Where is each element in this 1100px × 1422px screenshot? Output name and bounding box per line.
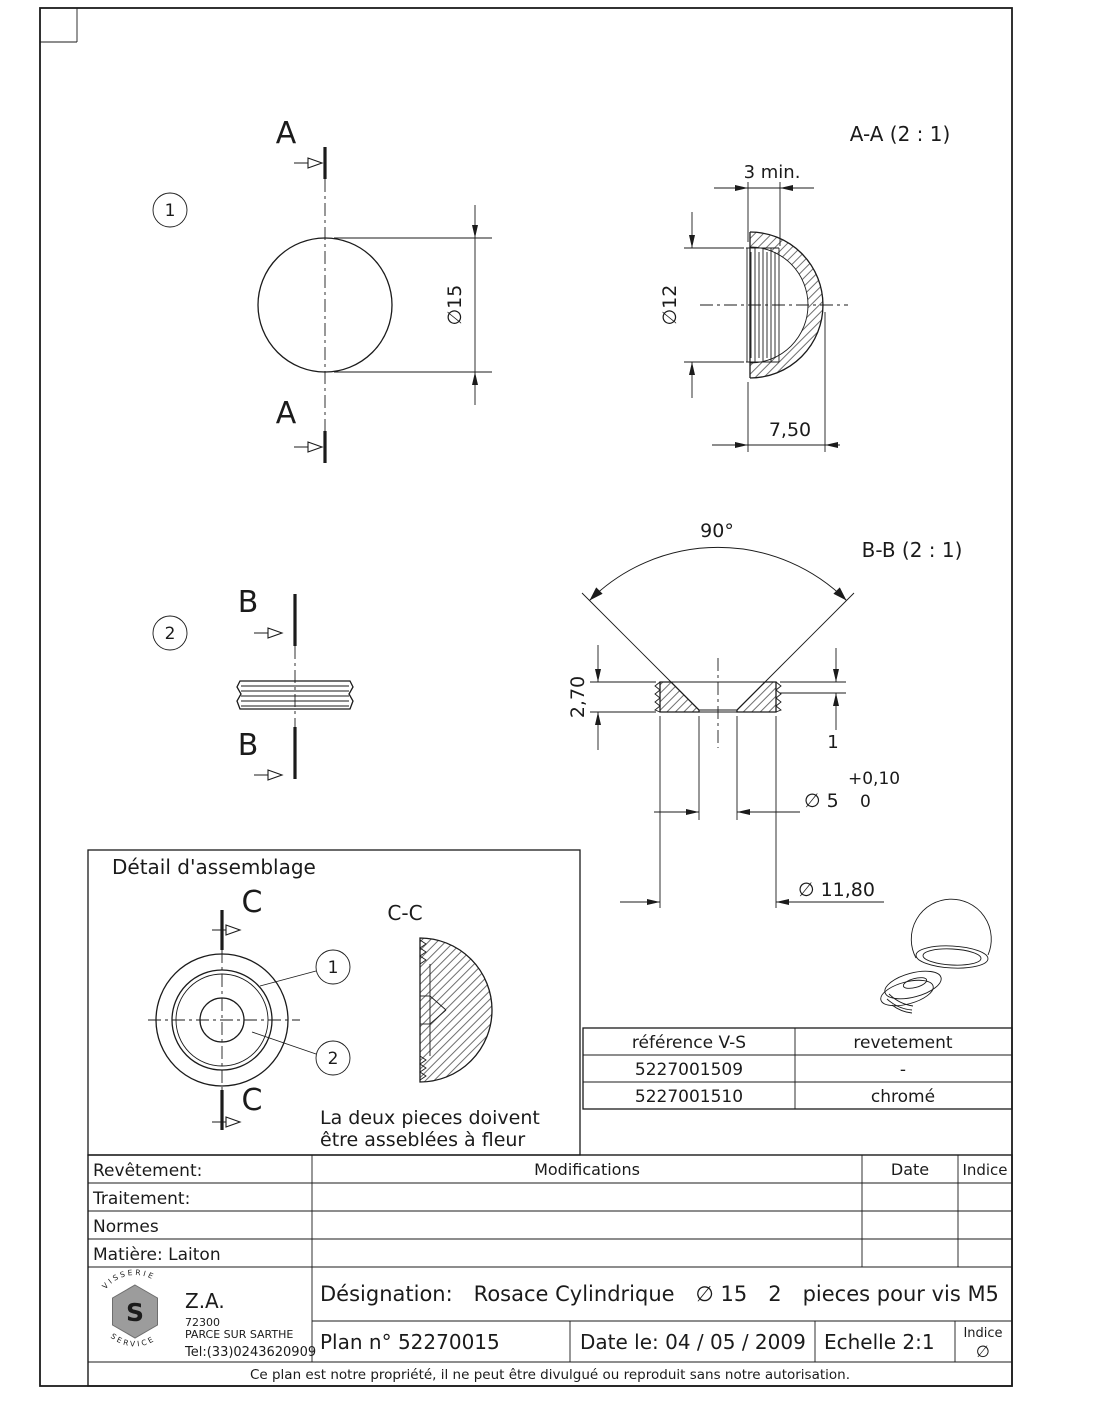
section-letter-a-bottom: A (275, 396, 297, 431)
company-city: PARCE SUR SARTHE (185, 1328, 294, 1341)
bb-right-block (737, 682, 776, 712)
reference-table (583, 1028, 1012, 1109)
dimension-270 (567, 645, 656, 750)
ref-table-row1-ref: 5227001509 (634, 1060, 744, 1080)
section-arrow-b-top-icon (268, 628, 282, 638)
section-letter-b-top: B (237, 585, 259, 620)
dimension-1 (780, 648, 846, 753)
section-view-b-b (567, 520, 962, 908)
section-letter-c-bottom: C (241, 1083, 263, 1118)
detail-balloon-2-label: 2 (327, 1049, 339, 1069)
section-bb-label: B-B (2 : 1) (861, 538, 963, 562)
dimension-90deg (582, 520, 854, 682)
bb-right-thread (776, 682, 781, 712)
label-traitement: Traitement: (93, 1189, 191, 1209)
section-arrow-c-bottom-icon (226, 1117, 240, 1127)
section-letter-c-top: C (241, 885, 263, 920)
detail-note-line2: être asseblées à fleur (320, 1129, 526, 1151)
detail-note-line1: La deux pieces doivent (320, 1107, 540, 1129)
dim-1-label: 1 (827, 732, 839, 753)
balloon-2 (153, 616, 187, 650)
balloon-2-label: 2 (164, 624, 176, 644)
dimension-phi5 (654, 716, 900, 820)
sketch-ring-outer (882, 966, 944, 1004)
ref-table-header-reference: référence V-S (631, 1033, 747, 1053)
date-value: Date le: 04 / 05 / 2009 (580, 1330, 806, 1354)
plan-number: Plan n° 52270015 (320, 1330, 500, 1354)
svg-text:VISSERIE (100, 1268, 157, 1291)
assembly-detail-box (88, 850, 580, 1155)
ref-table-row1-rev: - (899, 1060, 907, 1080)
label-matiere: Matière: Laiton (93, 1245, 221, 1265)
dim-3min-label: 3 min. (743, 162, 801, 183)
company-logo (100, 1268, 316, 1360)
dim-phi5-tol-lower: 0 (860, 792, 871, 812)
detail-balloon-1-label: 1 (327, 958, 339, 978)
section-cc-view (420, 938, 492, 1082)
ref-table-row2-ref: 5227001510 (634, 1087, 744, 1107)
section-cc-label: C-C (387, 901, 423, 925)
section-arrow-b-bottom-icon (268, 770, 282, 780)
section-arrow-a-top-icon (308, 158, 322, 168)
dimension-750 (712, 312, 840, 452)
dimension-phi15 (334, 205, 492, 405)
dim-phi12-label: ∅12 (659, 284, 681, 326)
echelle-value: Echelle 2:1 (824, 1330, 935, 1354)
bb-left-thread (655, 682, 660, 712)
section-view-a-a (659, 122, 950, 452)
logo-letter: S (125, 1298, 145, 1327)
label-revetement: Revêtement: (93, 1161, 203, 1181)
dim-750-label: 7,50 (768, 419, 812, 441)
dim-phi15-label: ∅15 (444, 284, 466, 326)
section-aa-label: A-A (2 : 1) (849, 122, 951, 146)
detail-balloon-1 (260, 950, 350, 986)
column-date: Date (890, 1160, 930, 1179)
isometric-sketch (878, 899, 991, 1013)
dim-phi5-tol-upper: +0,10 (848, 769, 901, 789)
footer-property-notice: Ce plan est notre propriété, il ne peut être divulgué ou reproduit sans notre autorisation. (249, 1367, 851, 1383)
ref-table-row2-rev: chromé (870, 1087, 936, 1107)
company-zip: 72300 (185, 1316, 220, 1329)
balloon-1 (153, 193, 187, 227)
column-indice: Indice (962, 1161, 1008, 1179)
company-tel: Tel:(33)0243620909 (185, 1345, 317, 1360)
dim-phi5-label: ∅ 5 (804, 790, 839, 812)
dim-270-label: 2,70 (567, 675, 589, 719)
indice-cell-label: Indice (963, 1326, 1003, 1341)
bb-left-block (660, 682, 699, 712)
logo-ring-top-text: VISSERIE (100, 1267, 157, 1291)
indice-cell-value: ∅ (976, 1342, 990, 1361)
column-modifications: Modifications (534, 1160, 640, 1179)
section-arrow-a-bottom-icon (308, 442, 322, 452)
section-letter-a-top: A (275, 116, 297, 151)
dim-phi1180-label: ∅ 11,80 (798, 879, 875, 901)
company-za: Z.A. (185, 1289, 225, 1313)
logo-ring-bottom-text: SERVICE (108, 1331, 158, 1349)
dim-90deg-label: 90° (700, 520, 734, 542)
balloon-1-label: 1 (164, 201, 176, 221)
view-part2-side (153, 585, 353, 780)
ref-table-header-revetement: revetement (853, 1033, 953, 1053)
section-letter-b-bottom: B (237, 728, 259, 763)
title-block (88, 1155, 1012, 1386)
section-arrow-c-top-icon (226, 925, 240, 935)
sketch-ring-hole (902, 976, 928, 991)
label-normes: Normes (93, 1217, 159, 1237)
detail-title: Détail d'assemblage (112, 855, 316, 879)
designation-text: Désignation: Rosace Cylindrique ∅ 15 2 pieces pour vis M5 (320, 1282, 999, 1306)
view-part1-front (153, 116, 492, 463)
